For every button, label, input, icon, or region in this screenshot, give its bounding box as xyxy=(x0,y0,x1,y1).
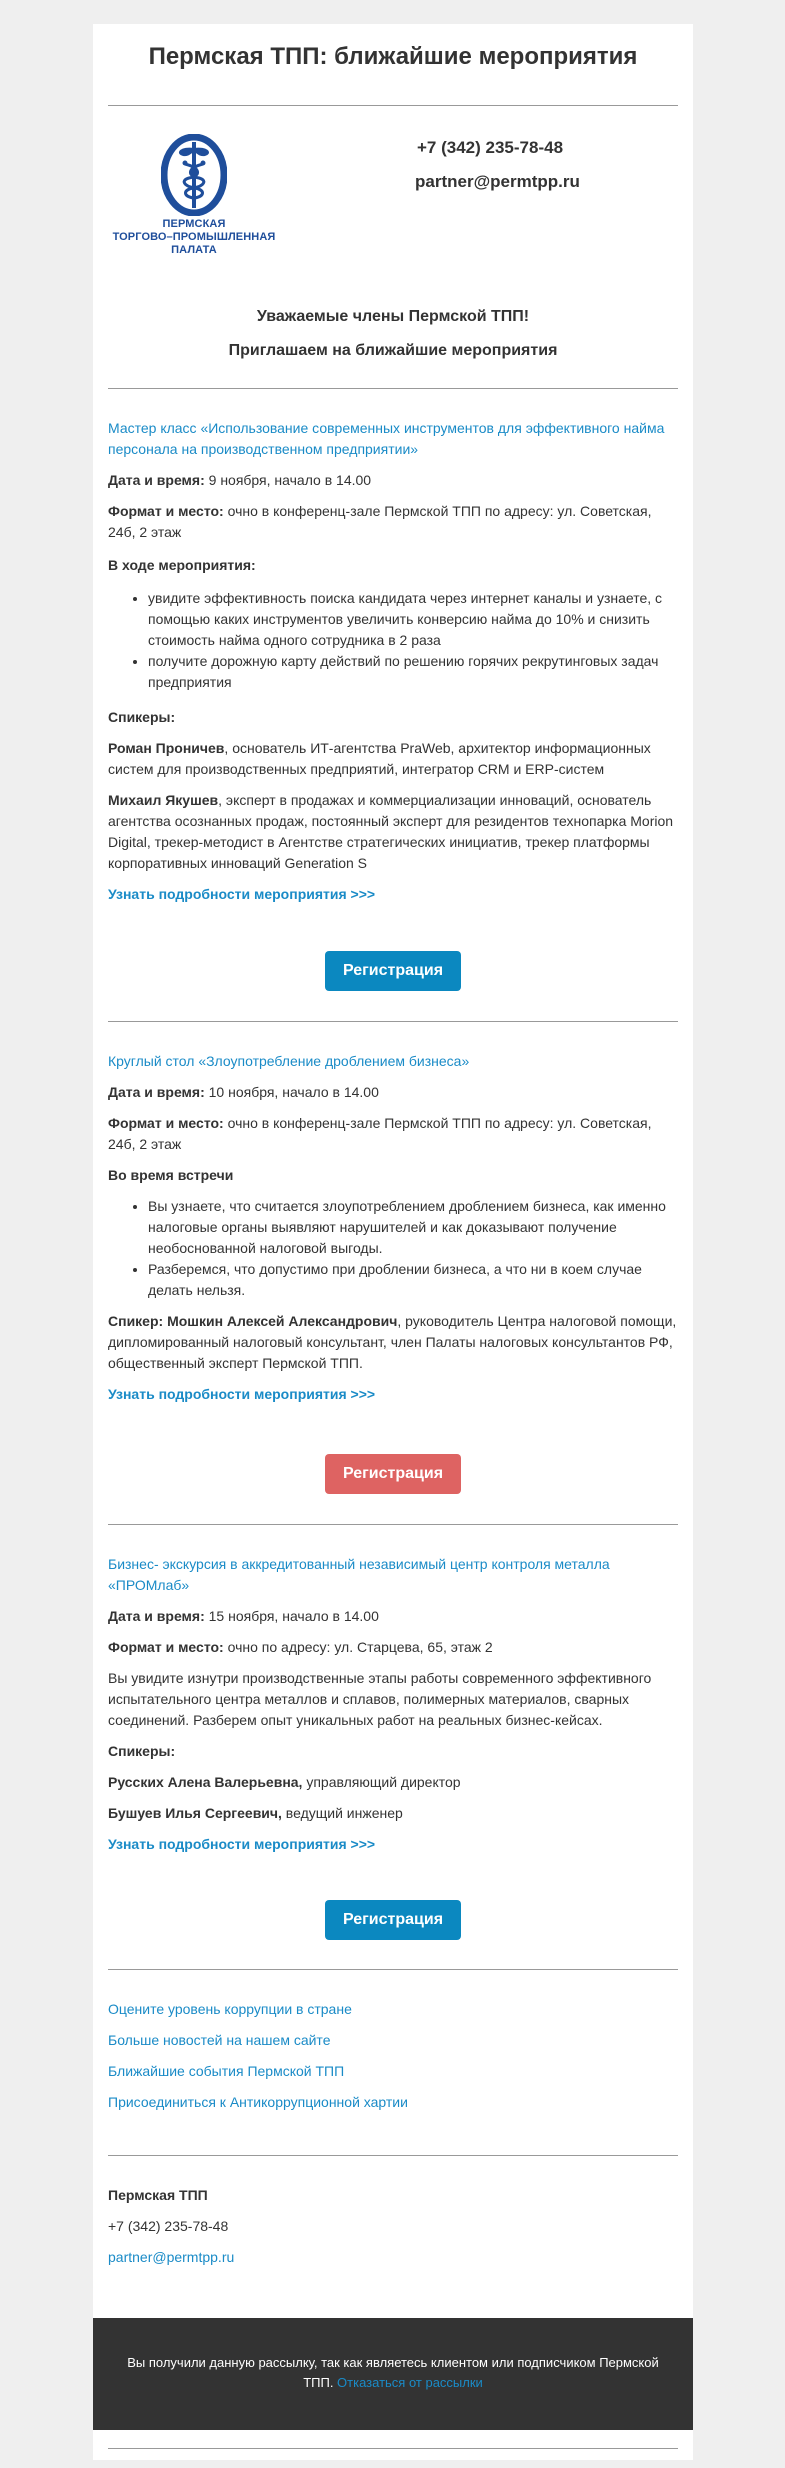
divider xyxy=(108,2448,678,2449)
org-name-text: Пермская ТПП xyxy=(108,2187,208,2203)
speaker-desc: управляющий директор xyxy=(302,1774,461,1790)
news-link[interactable]: Больше новостей на нашем сайте xyxy=(108,2032,331,2048)
details-link[interactable]: Узнать подробности мероприятия >>> xyxy=(108,886,376,902)
charter-link[interactable]: Присоединиться к Антикоррупционной хартии xyxy=(108,2094,408,2110)
event-date xyxy=(108,1606,678,1627)
speaker xyxy=(108,790,678,874)
corruption-survey-link[interactable]: Оцените уровень коррупции в стране xyxy=(108,2001,352,2017)
place-label: Формат и место: xyxy=(108,1639,224,1655)
place-value: очно по адресу: ул. Старцева, 65, этаж 2 xyxy=(223,1639,493,1655)
email-card xyxy=(93,24,693,2460)
divider xyxy=(108,1969,678,1970)
list-item: • увидите эффективность поиска кандидата через интернет каналы и узнаете, с помощью каких инструментов увеличить конверсию найма до 10% и снизить стоимость найма одного сотрудника в 2 раза xyxy=(148,588,678,651)
greeting-line-1: Уважаемые члены Пермской ТПП! xyxy=(256,308,530,325)
speaker xyxy=(108,1772,678,1793)
contact-phone: +7 (342) 235-78-48 xyxy=(417,138,564,157)
agenda-label xyxy=(108,555,678,576)
events-link[interactable]: Ближайшие события Пермской ТПП xyxy=(108,2063,345,2079)
divider xyxy=(108,1021,678,1022)
list-item: • получите дорожную карту действий по решению горячих рекрутинговых задач предприятия xyxy=(148,651,678,693)
footer-contacts xyxy=(108,2185,678,2268)
divider xyxy=(108,2155,678,2156)
logo-line-2: ТОРГОВО–ПРОМЫШЛЕННАЯ xyxy=(112,231,276,243)
speaker-name: Роман Проничев xyxy=(108,740,225,756)
place-label: Формат и место: xyxy=(108,1115,224,1131)
footer-email[interactable]: partner@permtpp.ru xyxy=(108,2249,235,2265)
event-3 xyxy=(108,1554,678,1855)
date-value: 10 ноября, начало в 14.00 xyxy=(204,1084,379,1100)
event-place xyxy=(108,1113,678,1155)
agenda-label-text: Во время встречи xyxy=(108,1167,234,1183)
speaker-name: Бушуев Илья Сергеевич, xyxy=(108,1805,282,1821)
event-title[interactable]: Круглый стол «Злоупотребление дроблением бизнеса» xyxy=(108,1053,470,1069)
agenda-list xyxy=(108,588,678,693)
event-title[interactable]: Мастер класс «Использование современных инструментов для эффективного найма персонала на производственном предприятии» xyxy=(108,420,665,457)
speaker-desc: ведущий инженер xyxy=(281,1805,403,1821)
place-value: очно в конференц-зале Пермской ТПП по адресу: ул. Советская, 24б, 2 этаж xyxy=(108,1115,652,1152)
footer-text-wrap xyxy=(93,2318,693,2393)
event-2 xyxy=(108,1051,678,1405)
event-date xyxy=(108,470,678,491)
event-1 xyxy=(108,418,678,905)
org-name xyxy=(108,2185,678,2206)
speaker-name: Спикер: Мошкин Алексей Александрович xyxy=(108,1313,398,1329)
page-title: Пермская ТПП: ближайшие мероприятия xyxy=(148,43,638,70)
register-button[interactable]: Регистрация xyxy=(325,1454,461,1494)
speaker-desc: , эксперт в продажах и коммерциализации инноваций, основатель агентства осознанных продаж, постоянный эксперт для резидентов технопарка Morion Digital, трекер-методист в Агентстве стратегических инициатив, трекер платформы корпоративных инноваций Generation S xyxy=(108,792,674,871)
speaker xyxy=(108,738,678,780)
event-place xyxy=(108,1637,678,1658)
speaker xyxy=(108,1803,678,1824)
speakers-label xyxy=(108,1741,678,1762)
speaker-name: Русских Алена Валерьевна, xyxy=(108,1774,303,1790)
date-value: 15 ноября, начало в 14.00 xyxy=(204,1608,379,1624)
register-button[interactable]: Регистрация xyxy=(325,1900,461,1940)
footer-links xyxy=(108,1999,678,2113)
date-label: Дата и время: xyxy=(108,472,205,488)
speaker-desc: , руководитель Центра налоговой помощи, дипломированный налоговый консультант, член Палаты налоговых консультантов РФ, общественный эксперт Пермской ТПП. xyxy=(108,1313,677,1371)
speakers-label-text: Спикеры: xyxy=(108,709,176,725)
register-button[interactable]: Регистрация xyxy=(325,951,461,991)
event-place xyxy=(108,501,678,543)
greeting xyxy=(108,289,678,363)
logo-line-3: ПАЛАТА xyxy=(171,244,217,256)
divider xyxy=(108,1524,678,1525)
agenda-label-text: В ходе мероприятия: xyxy=(108,557,256,573)
event-date xyxy=(108,1082,678,1103)
list-item: • Вы узнаете, что считается злоупотреблением дроблением бизнеса, как именно налоговые органы выявляют нарушителей и как доказывают получение необоснованной налоговой выгоды. xyxy=(148,1196,678,1259)
event-title[interactable]: Бизнес- экскурсия в аккредитованный независимый центр контроля металла «ПРОМлаб» xyxy=(108,1556,610,1593)
agenda-list xyxy=(108,1196,678,1301)
divider xyxy=(108,105,678,106)
date-label: Дата и время: xyxy=(108,1608,205,1624)
chamber-logo xyxy=(108,134,280,257)
caduceus-icon xyxy=(161,134,227,216)
speaker-name: Михаил Якушев xyxy=(108,792,219,808)
speakers-label xyxy=(108,707,678,728)
agenda-label xyxy=(108,1165,678,1186)
contact-email: partner@permtpp.ru xyxy=(415,172,580,191)
place-value: очно в конференц-зале Пермской ТПП по адресу: ул. Советская, 24б, 2 этаж xyxy=(108,503,652,540)
unsubscribe-link[interactable]: Отказаться от рассылки xyxy=(337,2375,483,2390)
greeting-line-2: Приглашаем на ближайшие мероприятия xyxy=(228,342,558,359)
speaker-desc: , основатель ИТ-агентства PraWeb, архитектор информационных систем для производственных предприятий, интегратор CRM и ERP-систем xyxy=(108,740,651,777)
list-item: • Разберемся, что допустимо при дроблении бизнеса, а что ни в коем случае делать нельзя. xyxy=(148,1259,678,1301)
footer-phone: +7 (342) 235-78-48 xyxy=(108,2218,229,2234)
unsubscribe-footer xyxy=(93,2318,693,2430)
footer-text: Вы получили данную рассылку, так как являетесь клиентом или подписчиком Пермской ТПП. xyxy=(127,2355,659,2390)
details-link[interactable]: Узнать подробности мероприятия >>> xyxy=(108,1836,376,1852)
speakers-label-text: Спикеры: xyxy=(108,1743,176,1759)
place-label: Формат и место: xyxy=(108,503,224,519)
date-value: 9 ноября, начало в 14.00 xyxy=(204,472,372,488)
event-description: Вы увидите изнутри производственные этапы работы современного эффективного испытательного центра металлов и сплавов, полимерных материалов, сварных соединений. Разберем опыт уникальных работ на реальных бизнес-кейсах. xyxy=(108,1670,652,1728)
logo-line-1: ПЕРМСКАЯ xyxy=(162,218,226,230)
divider xyxy=(108,388,678,389)
speaker xyxy=(108,1311,678,1374)
details-link[interactable]: Узнать подробности мероприятия >>> xyxy=(108,1386,376,1402)
date-label: Дата и время: xyxy=(108,1084,205,1100)
